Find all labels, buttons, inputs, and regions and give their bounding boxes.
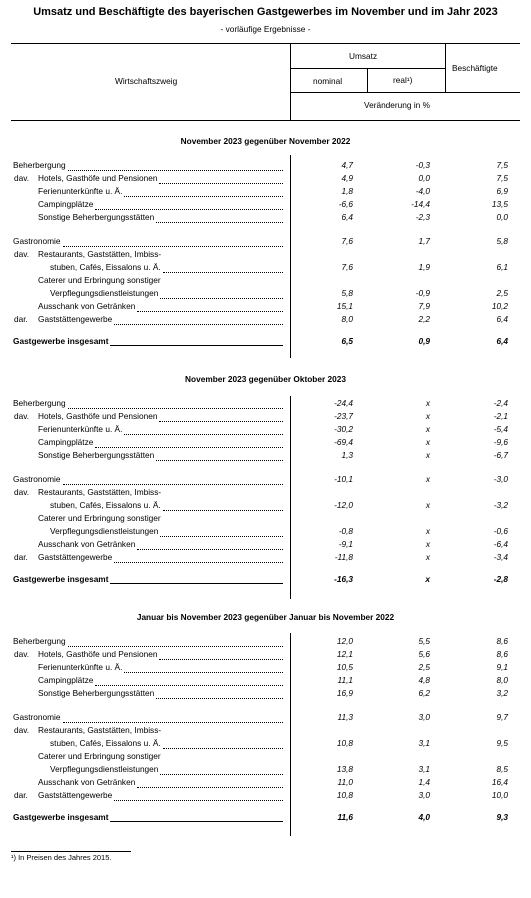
value-beschaeftigte: -3,4	[493, 552, 508, 562]
value-nominal: -16,3	[334, 574, 353, 584]
value-nominal: 7,6	[341, 262, 353, 272]
row-label: Ausschank von Getränken	[38, 777, 136, 787]
value-nominal: 11,6	[337, 812, 353, 822]
value-real: 4,0	[418, 812, 430, 822]
value-real: 5,5	[418, 636, 430, 646]
value-beschaeftigte: 9,1	[496, 662, 508, 672]
value-beschaeftigte: 8,0	[496, 675, 508, 685]
row-label: Hotels, Gasthöfe und Pensionen	[38, 411, 158, 421]
dot-leader	[163, 738, 283, 749]
table-row	[0, 662, 531, 674]
value-nominal: 4,7	[341, 160, 353, 170]
value-nominal: -6,6	[338, 199, 353, 209]
header-real: real¹)	[393, 75, 413, 85]
value-real: x	[425, 450, 430, 460]
header-nominal-rule	[291, 92, 520, 93]
row-label: Beherbergung	[13, 636, 66, 646]
value-nominal: 12,0	[336, 636, 353, 646]
header-beschaeftigte: Beschäftigte	[452, 63, 498, 73]
table-row	[0, 487, 531, 510]
table-row	[0, 450, 531, 462]
header-top-rule	[11, 43, 520, 44]
row-prefix: dav.	[14, 649, 30, 659]
value-beschaeftigte: -2,1	[493, 411, 508, 421]
dot-leader	[95, 675, 283, 686]
value-real: 3,0	[418, 712, 430, 722]
value-beschaeftigte: -9,6	[493, 437, 508, 447]
row-label-continued: Verpflegungsdienstleistungen	[50, 288, 159, 298]
dot-leader	[156, 212, 283, 223]
dot-leader	[95, 199, 283, 210]
row-label: Gaststättengewerbe	[38, 552, 113, 562]
dot-leader	[137, 539, 283, 550]
row-label: Gastronomie	[13, 474, 61, 484]
value-beschaeftigte: -6,7	[493, 450, 508, 460]
value-beschaeftigte: 3,2	[496, 688, 508, 698]
row-label: Gastronomie	[13, 236, 61, 246]
value-real: -14,4	[411, 199, 430, 209]
value-real: x	[425, 474, 430, 484]
value-beschaeftigte: 9,5	[496, 738, 508, 748]
value-beschaeftigte: 6,1	[496, 262, 508, 272]
row-label: Beherbergung	[13, 398, 66, 408]
row-label-continued: Verpflegungsdienstleistungen	[50, 526, 159, 536]
dot-leader	[137, 777, 283, 788]
table-row	[0, 173, 531, 185]
table-row	[0, 725, 531, 748]
page-title: Umsatz und Beschäftigte des bayerischen Gastgewerbes im November und im Jahr 2023	[33, 6, 498, 18]
row-label: Gastgewerbe insgesamt	[13, 574, 109, 584]
value-beschaeftigte: 8,5	[496, 764, 508, 774]
dot-leader	[114, 790, 283, 801]
value-real: x	[425, 552, 430, 562]
dot-leader	[114, 314, 283, 325]
row-label-continued: Verpflegungsdienstleistungen	[50, 764, 159, 774]
value-nominal: 7,6	[341, 236, 353, 246]
dot-leader	[63, 236, 283, 247]
value-real: 7,9	[418, 301, 430, 311]
value-nominal: 6,5	[341, 336, 353, 346]
value-real: 4,8	[418, 675, 430, 685]
value-nominal: -30,2	[334, 424, 353, 434]
header-divider-3	[445, 43, 446, 92]
row-label: Ferienunterkünfte u. Ä.	[38, 424, 123, 434]
value-nominal: 6,4	[341, 212, 353, 222]
value-beschaeftigte: 9,3	[496, 812, 508, 822]
value-beschaeftigte: -0,6	[493, 526, 508, 536]
header-bottom-rule	[11, 120, 520, 121]
row-label: Ausschank von Getränken	[38, 301, 136, 311]
row-label: Ferienunterkünfte u. Ä.	[38, 662, 123, 672]
row-label: Campingplätze	[38, 199, 94, 209]
value-nominal: -0,8	[338, 526, 353, 536]
row-prefix: dar.	[14, 314, 28, 324]
row-label: Gastronomie	[13, 712, 61, 722]
table-row	[0, 636, 531, 648]
row-label-continued: stuben, Cafés, Eissalons u. Ä.	[50, 738, 161, 748]
value-real: x	[425, 500, 430, 510]
value-real: 1,9	[418, 262, 430, 272]
value-beschaeftigte: 10,2	[491, 301, 508, 311]
value-real: x	[425, 398, 430, 408]
header-divider-1	[290, 43, 291, 120]
value-real: 3,1	[418, 738, 430, 748]
row-label: Gaststättengewerbe	[38, 314, 113, 324]
value-real: x	[425, 411, 430, 421]
value-real: x	[425, 424, 430, 434]
value-real: 1,7	[418, 236, 430, 246]
value-beschaeftigte: 7,5	[496, 160, 508, 170]
row-label: Ausschank von Getränken	[38, 539, 136, 549]
value-nominal: 13,8	[336, 764, 353, 774]
dot-leader	[160, 764, 283, 775]
table-row	[0, 275, 531, 298]
value-beschaeftigte: -2,8	[493, 574, 508, 584]
dot-leader	[159, 411, 283, 422]
table-row	[0, 424, 531, 436]
value-nominal: 10,8	[336, 790, 353, 800]
value-nominal: -69,4	[334, 437, 353, 447]
value-nominal: 4,9	[341, 173, 353, 183]
value-real: 3,0	[418, 790, 430, 800]
value-beschaeftigte: 6,4	[496, 314, 508, 324]
header-veraenderung: Veränderung in %	[364, 100, 430, 110]
value-real: -0,3	[415, 160, 430, 170]
value-nominal: 8,0	[341, 314, 353, 324]
value-nominal: -12,0	[334, 500, 353, 510]
value-nominal: -9,1	[338, 539, 353, 549]
header-wirtschaftszweig: Wirtschaftszweig	[115, 76, 178, 86]
value-nominal: 12,1	[336, 649, 353, 659]
row-label: Restaurants, Gaststätten, Imbiss-	[38, 249, 162, 259]
value-real: -4,0	[415, 186, 430, 196]
row-prefix: dav.	[14, 725, 30, 735]
table-row	[0, 790, 531, 802]
value-beschaeftigte: 6,4	[496, 336, 508, 346]
footnote-rule	[11, 851, 131, 852]
table-row	[0, 812, 531, 824]
value-real: 6,2	[418, 688, 430, 698]
value-beschaeftigte: 5,8	[496, 236, 508, 246]
dot-leader	[137, 301, 283, 312]
dot-leader	[163, 500, 283, 511]
dot-leader	[156, 450, 283, 461]
dot-leader	[95, 437, 283, 448]
header-divider-2	[367, 68, 368, 92]
value-real: x	[425, 539, 430, 549]
row-label: Sonstige Beherbergungsstätten	[38, 450, 155, 460]
table-row	[0, 574, 531, 586]
value-beschaeftigte: -3,0	[493, 474, 508, 484]
value-nominal: 10,8	[336, 738, 353, 748]
table-row	[0, 552, 531, 564]
table-row	[0, 249, 531, 272]
section-title: Januar bis November 2023 gegenüber Januar bis November 2022	[136, 612, 395, 622]
dot-leader	[159, 173, 283, 184]
dot-leader	[68, 636, 283, 647]
value-real: 0,0	[418, 173, 430, 183]
value-beschaeftigte: -2,4	[493, 398, 508, 408]
row-label: Gastgewerbe insgesamt	[13, 812, 109, 822]
table-row	[0, 474, 531, 486]
row-label: Hotels, Gasthöfe und Pensionen	[38, 173, 158, 183]
row-label-continued: stuben, Cafés, Eissalons u. Ä.	[50, 262, 161, 272]
section-title: November 2023 gegenüber Oktober 2023	[185, 374, 346, 384]
row-label: Campingplätze	[38, 675, 94, 685]
value-beschaeftigte: 8,6	[496, 649, 508, 659]
table-row	[0, 411, 531, 423]
row-prefix: dav.	[14, 487, 30, 497]
table-row	[0, 160, 531, 172]
value-beschaeftigte: 2,5	[496, 288, 508, 298]
dot-leader	[63, 712, 283, 723]
value-nominal: 11,1	[337, 675, 353, 685]
table-row	[0, 301, 531, 313]
value-real: 5,6	[418, 649, 430, 659]
table-row	[0, 212, 531, 224]
value-nominal: 16,9	[336, 688, 353, 698]
value-nominal: -11,8	[334, 552, 353, 562]
value-beschaeftigte: 0,0	[496, 212, 508, 222]
table-row	[0, 398, 531, 410]
total-underline	[110, 583, 283, 584]
table-row	[0, 437, 531, 449]
row-label: Beherbergung	[13, 160, 66, 170]
row-prefix: dar.	[14, 790, 28, 800]
row-label-continued: stuben, Cafés, Eissalons u. Ä.	[50, 500, 161, 510]
row-label: Ferienunterkünfte u. Ä.	[38, 186, 123, 196]
row-prefix: dav.	[14, 411, 30, 421]
footnote: ¹) In Preisen des Jahres 2015.	[11, 853, 112, 862]
dot-leader	[160, 526, 283, 537]
row-prefix: dav.	[14, 249, 30, 259]
value-real: x	[425, 574, 430, 584]
value-nominal: 10,5	[336, 662, 353, 672]
table-row	[0, 675, 531, 687]
table-row	[0, 712, 531, 724]
section-title: November 2023 gegenüber November 2022	[180, 136, 351, 146]
value-beschaeftigte: 8,6	[496, 636, 508, 646]
dot-leader	[68, 160, 283, 171]
total-underline	[110, 345, 283, 346]
row-label: Caterer und Erbringung sonstiger	[38, 275, 161, 285]
row-label: Hotels, Gasthöfe und Pensionen	[38, 649, 158, 659]
table-row	[0, 688, 531, 700]
header-umsatz: Umsatz	[349, 51, 378, 61]
value-real: x	[425, 437, 430, 447]
value-beschaeftigte: 16,4	[491, 777, 508, 787]
row-label: Gaststättengewerbe	[38, 790, 113, 800]
dot-leader	[163, 262, 283, 273]
value-nominal: 11,0	[337, 777, 353, 787]
value-nominal: 1,8	[341, 186, 353, 196]
row-label: Restaurants, Gaststätten, Imbiss-	[38, 725, 162, 735]
value-nominal: 1,3	[341, 450, 353, 460]
value-real: -2,3	[415, 212, 430, 222]
value-real: 2,5	[418, 662, 430, 672]
value-real: 1,4	[418, 777, 430, 787]
dot-leader	[159, 649, 283, 660]
dot-leader	[63, 474, 283, 485]
table-row	[0, 777, 531, 789]
value-nominal: -24,4	[334, 398, 353, 408]
dot-leader	[68, 398, 283, 409]
value-beschaeftigte: 13,5	[491, 199, 508, 209]
total-underline	[110, 821, 283, 822]
row-prefix: dav.	[14, 173, 30, 183]
value-real: x	[425, 526, 430, 536]
dot-leader	[124, 424, 283, 435]
dot-leader	[156, 688, 283, 699]
dot-leader	[124, 662, 283, 673]
row-label: Campingplätze	[38, 437, 94, 447]
value-beschaeftigte: -3,2	[493, 500, 508, 510]
header-nominal: nominal	[313, 76, 343, 86]
row-label: Gastgewerbe insgesamt	[13, 336, 109, 346]
value-nominal: 5,8	[341, 288, 353, 298]
table-row	[0, 186, 531, 198]
value-beschaeftigte: 9,7	[496, 712, 508, 722]
value-beschaeftigte: 7,5	[496, 173, 508, 183]
value-beschaeftigte: -6,4	[493, 539, 508, 549]
row-label: Sonstige Beherbergungsstätten	[38, 688, 155, 698]
header-umsatz-rule	[291, 68, 445, 69]
value-beschaeftigte: 6,9	[496, 186, 508, 196]
row-label: Caterer und Erbringung sonstiger	[38, 513, 161, 523]
row-prefix: dar.	[14, 552, 28, 562]
table-row	[0, 751, 531, 774]
table-row	[0, 649, 531, 661]
row-label: Sonstige Beherbergungsstätten	[38, 212, 155, 222]
value-real: 3,1	[418, 764, 430, 774]
value-beschaeftigte: 10,0	[491, 790, 508, 800]
table-row	[0, 199, 531, 211]
table-row	[0, 314, 531, 326]
dot-leader	[160, 288, 283, 299]
table-row	[0, 539, 531, 551]
dot-leader	[114, 552, 283, 563]
value-nominal: -23,7	[334, 411, 353, 421]
value-nominal: 11,3	[337, 712, 353, 722]
value-real: 0,9	[418, 336, 430, 346]
value-nominal: -10,1	[334, 474, 353, 484]
table-row	[0, 513, 531, 536]
value-nominal: 15,1	[336, 301, 353, 311]
dot-leader	[124, 186, 283, 197]
page-subtitle: - vorläufige Ergebnisse -	[220, 24, 311, 34]
table-row	[0, 236, 531, 248]
row-label: Caterer und Erbringung sonstiger	[38, 751, 161, 761]
table-row	[0, 336, 531, 348]
value-real: -0,9	[415, 288, 430, 298]
value-real: 2,2	[418, 314, 430, 324]
value-beschaeftigte: -5,4	[493, 424, 508, 434]
row-label: Restaurants, Gaststätten, Imbiss-	[38, 487, 162, 497]
